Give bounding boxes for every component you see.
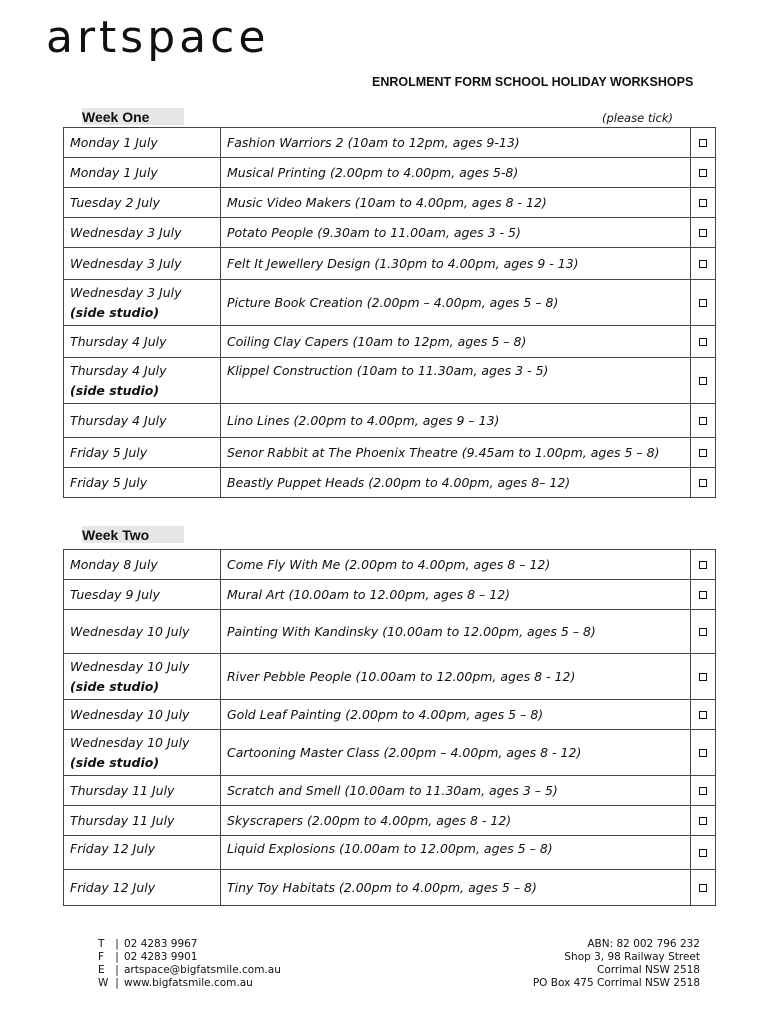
table-row bbox=[64, 580, 716, 610]
day-cell bbox=[64, 730, 221, 776]
tick-box-cell[interactable] bbox=[691, 550, 716, 580]
workshop-cell: Picture Book Creation (2.00pm – 4.00pm, ages 5 – 8) bbox=[221, 280, 691, 326]
workshop-cell: Klippel Construction (10am to 11.30am, ages 3 - 5) bbox=[221, 358, 691, 404]
workshop-cell: Come Fly With Me (2.00pm to 4.00pm, ages 8 – 12) bbox=[221, 550, 691, 580]
workshop-cell: Painting With Kandinsky (10.00am to 12.00pm, ages 5 – 8) bbox=[221, 610, 691, 654]
table-row bbox=[64, 280, 716, 326]
contact-web bbox=[98, 977, 281, 990]
day-cell: Thursday 4 July bbox=[64, 326, 221, 358]
table-row bbox=[64, 806, 716, 836]
day-cell: Tuesday 9 July bbox=[64, 580, 221, 610]
workshop-cell: Musical Printing (2.00pm to 4.00pm, ages 5-8) bbox=[221, 158, 691, 188]
tick-box-cell[interactable] bbox=[691, 358, 716, 404]
workshop-cell: Lino Lines (2.00pm to 4.00pm, ages 9 – 13) bbox=[221, 404, 691, 438]
day-cell: Wednesday 10 July bbox=[64, 610, 221, 654]
checkbox-icon[interactable] bbox=[699, 561, 707, 569]
day-label: Wednesday 3 July bbox=[70, 284, 182, 300]
separator: | bbox=[115, 964, 119, 976]
day-cell: Wednesday 3 July bbox=[64, 248, 221, 280]
tick-instruction: (please tick) bbox=[602, 111, 673, 125]
checkbox-icon[interactable] bbox=[699, 817, 707, 825]
checkbox-icon[interactable] bbox=[699, 417, 707, 425]
workshop-cell: Liquid Explosions (10.00am to 12.00pm, ages 5 – 8) bbox=[221, 836, 691, 870]
day-cell: Monday 1 July bbox=[64, 158, 221, 188]
checkbox-icon[interactable] bbox=[699, 260, 707, 268]
table-row bbox=[64, 870, 716, 906]
table-row bbox=[64, 654, 716, 700]
day-cell: Thursday 11 July bbox=[64, 806, 221, 836]
workshop-cell: Potato People (9.30am to 11.00am, ages 3 - 5) bbox=[221, 218, 691, 248]
day-cell: Wednesday 10 July bbox=[64, 700, 221, 730]
suburb-line: Corrimal NSW 2518 bbox=[596, 964, 700, 976]
checkbox-icon[interactable] bbox=[699, 377, 707, 385]
tick-box-cell[interactable] bbox=[691, 438, 716, 468]
checkbox-icon[interactable] bbox=[699, 711, 707, 719]
checkbox-icon[interactable] bbox=[699, 229, 707, 237]
workshop-cell: Skyscrapers (2.00pm to 4.00pm, ages 8 - 12) bbox=[221, 806, 691, 836]
workshop-cell: Scratch and Smell (10.00am to 11.30am, ages 3 – 5) bbox=[221, 776, 691, 806]
table-row bbox=[64, 248, 716, 280]
checkbox-icon[interactable] bbox=[699, 849, 707, 857]
contact-label: T bbox=[98, 938, 105, 950]
side-studio-label: (side studio) bbox=[70, 382, 160, 398]
separator: | bbox=[115, 951, 119, 963]
separator: | bbox=[115, 938, 119, 950]
checkbox-icon[interactable] bbox=[699, 338, 707, 346]
tick-box-cell[interactable] bbox=[691, 218, 716, 248]
contact-email bbox=[98, 964, 281, 977]
tick-box-cell[interactable] bbox=[691, 326, 716, 358]
checkbox-icon[interactable] bbox=[699, 884, 707, 892]
workshop-cell: Cartooning Master Class (2.00pm – 4.00pm, ages 8 - 12) bbox=[221, 730, 691, 776]
contact-block bbox=[98, 938, 281, 990]
tick-box-cell[interactable] bbox=[691, 248, 716, 280]
day-cell: Wednesday 3 July bbox=[64, 218, 221, 248]
day-cell bbox=[64, 654, 221, 700]
tick-box-cell[interactable] bbox=[691, 580, 716, 610]
artspace-logo: artspace bbox=[46, 12, 270, 63]
table-row bbox=[64, 610, 716, 654]
workshop-cell: Tiny Toy Habitats (2.00pm to 4.00pm, ages 5 – 8) bbox=[221, 870, 691, 906]
abn-line: ABN: 82 002 796 232 bbox=[587, 938, 700, 950]
week-one-table bbox=[63, 127, 716, 498]
table-row bbox=[64, 438, 716, 468]
table-row bbox=[64, 188, 716, 218]
table-row bbox=[64, 326, 716, 358]
day-cell: Friday 12 July bbox=[64, 836, 221, 870]
workshop-cell: River Pebble People (10.00am to 12.00pm, ages 8 - 12) bbox=[221, 654, 691, 700]
checkbox-icon[interactable] bbox=[699, 139, 707, 147]
day-cell: Monday 8 July bbox=[64, 550, 221, 580]
table-row bbox=[64, 836, 716, 870]
tick-box-cell[interactable] bbox=[691, 468, 716, 498]
day-cell: Friday 12 July bbox=[64, 870, 221, 906]
po-box-line: PO Box 475 Corrimal NSW 2518 bbox=[532, 977, 700, 989]
tick-box-cell[interactable] bbox=[691, 654, 716, 700]
tick-box-cell[interactable] bbox=[691, 610, 716, 654]
table-row bbox=[64, 218, 716, 248]
form-title: ENROLMENT FORM SCHOOL HOLIDAY WORKSHOPS bbox=[372, 75, 694, 89]
table-row bbox=[64, 128, 716, 158]
table-row bbox=[64, 404, 716, 438]
tick-box-cell[interactable] bbox=[691, 280, 716, 326]
workshop-cell: Coiling Clay Capers (10am to 12pm, ages 5 – 8) bbox=[221, 326, 691, 358]
day-cell: Thursday 11 July bbox=[64, 776, 221, 806]
tick-box-cell[interactable] bbox=[691, 836, 716, 870]
day-label: Wednesday 10 July bbox=[70, 734, 190, 750]
workshop-cell: Fashion Warriors 2 (10am to 12pm, ages 9-13) bbox=[221, 128, 691, 158]
checkbox-icon[interactable] bbox=[699, 449, 707, 457]
tick-box-cell[interactable] bbox=[691, 700, 716, 730]
street-line: Shop 3, 98 Railway Street bbox=[564, 951, 700, 963]
tick-box-cell[interactable] bbox=[691, 870, 716, 906]
checkbox-icon[interactable] bbox=[699, 199, 707, 207]
checkbox-icon[interactable] bbox=[699, 628, 707, 636]
workshop-cell: Gold Leaf Painting (2.00pm to 4.00pm, ages 5 – 8) bbox=[221, 700, 691, 730]
table-row bbox=[64, 700, 716, 730]
day-cell: Tuesday 2 July bbox=[64, 188, 221, 218]
side-studio-label: (side studio) bbox=[70, 678, 160, 694]
checkbox-icon[interactable] bbox=[699, 479, 707, 487]
workshop-cell: Mural Art (10.00am to 12.00pm, ages 8 – 12) bbox=[221, 580, 691, 610]
workshop-cell: Music Video Makers (10am to 4.00pm, ages 8 - 12) bbox=[221, 188, 691, 218]
day-label: Wednesday 10 July bbox=[70, 658, 190, 674]
week-one-heading: Week One bbox=[82, 108, 184, 125]
contact-value[interactable]: artspace@bigfatsmile.com.au bbox=[124, 964, 281, 976]
day-label: Thursday 4 July bbox=[70, 362, 167, 378]
contact-phone bbox=[98, 938, 281, 951]
tick-box-cell[interactable] bbox=[691, 806, 716, 836]
tick-box-cell[interactable] bbox=[691, 776, 716, 806]
contact-value[interactable]: www.bigfatsmile.com.au bbox=[124, 977, 253, 989]
contact-fax bbox=[98, 951, 281, 964]
day-cell: Monday 1 July bbox=[64, 128, 221, 158]
table-row bbox=[64, 730, 716, 776]
tick-box-cell[interactable] bbox=[691, 158, 716, 188]
workshop-cell: Felt It Jewellery Design (1.30pm to 4.00pm, ages 9 - 13) bbox=[221, 248, 691, 280]
tick-box-cell[interactable] bbox=[691, 404, 716, 438]
day-cell bbox=[64, 358, 221, 404]
address-block bbox=[533, 938, 700, 990]
week-two-table bbox=[63, 549, 716, 906]
workshop-cell: Beastly Puppet Heads (2.00pm to 4.00pm, ages 8– 12) bbox=[221, 468, 691, 498]
table-row bbox=[64, 158, 716, 188]
side-studio-label: (side studio) bbox=[70, 754, 160, 770]
contact-label: W bbox=[98, 977, 109, 989]
checkbox-icon[interactable] bbox=[699, 169, 707, 177]
checkbox-icon[interactable] bbox=[699, 673, 707, 681]
checkbox-icon[interactable] bbox=[699, 749, 707, 757]
side-studio-label: (side studio) bbox=[70, 304, 160, 320]
checkbox-icon[interactable] bbox=[699, 787, 707, 795]
table-row bbox=[64, 776, 716, 806]
contact-value: 02 4283 9901 bbox=[124, 951, 198, 963]
table-row bbox=[64, 550, 716, 580]
contact-value: 02 4283 9967 bbox=[124, 938, 198, 950]
day-cell: Thursday 4 July bbox=[64, 404, 221, 438]
tick-box-cell[interactable] bbox=[691, 188, 716, 218]
workshop-cell: Senor Rabbit at The Phoenix Theatre (9.45am to 1.00pm, ages 5 – 8) bbox=[221, 438, 691, 468]
day-cell: Friday 5 July bbox=[64, 438, 221, 468]
table-row bbox=[64, 358, 716, 404]
week-two-heading: Week Two bbox=[82, 526, 184, 543]
tick-box-cell[interactable] bbox=[691, 128, 716, 158]
checkbox-icon[interactable] bbox=[699, 591, 707, 599]
tick-box-cell[interactable] bbox=[691, 730, 716, 776]
contact-label: E bbox=[98, 964, 105, 976]
day-cell bbox=[64, 280, 221, 326]
table-row bbox=[64, 468, 716, 498]
separator: | bbox=[115, 977, 119, 989]
day-cell: Friday 5 July bbox=[64, 468, 221, 498]
checkbox-icon[interactable] bbox=[699, 299, 707, 307]
contact-label: F bbox=[98, 951, 105, 963]
